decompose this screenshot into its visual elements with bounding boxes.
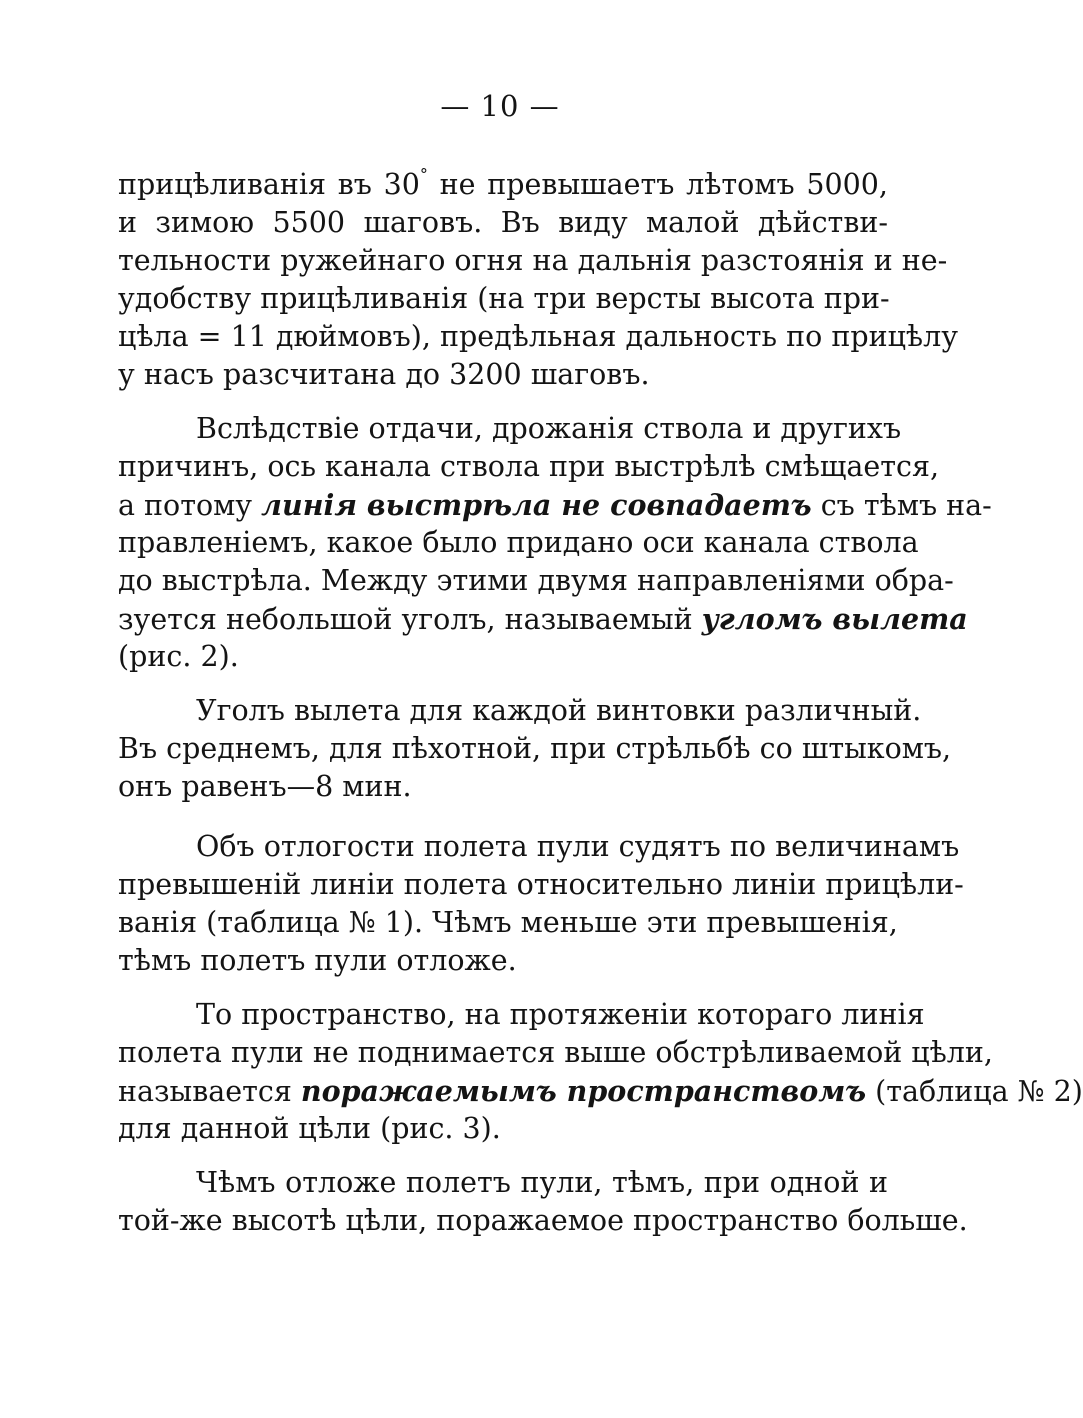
text-line: называется поражаемымъ пространствомъ (таблица № 2) (118, 1074, 1083, 1108)
emphasis-term: поражаемымъ пространствомъ (300, 1074, 867, 1108)
text-line: Вслѣдствіе отдачи, дрожанія ствола и другихъ (196, 412, 902, 445)
text-line: ванія (таблица № 1). Чѣмъ меньше эти превышенія, (118, 906, 898, 939)
text-line: той-же высотѣ цѣли, поражаемое пространство больше. (118, 1204, 968, 1237)
text-line: правленіемъ, какое было придано оси канала ствола (118, 526, 919, 559)
text-line: причинъ, ось канала ствола при выстрѣлѣ смѣщается, (118, 450, 940, 483)
text-line: до выстрѣла. Между этими двумя направленіями обра- (118, 564, 954, 597)
text-line: у насъ разсчитана до 3200 шаговъ. (118, 358, 650, 391)
text-line: и зимою 5500 шаговъ. Въ виду малой дѣйстви- (118, 206, 888, 239)
text-line: Въ среднемъ, для пѣхотной, при стрѣльбѣ со штыкомъ, (118, 732, 952, 765)
text-line: тельности ружейнаго огня на дальнія разстоянія и не- (118, 244, 948, 277)
text-line: зуется небольшой уголъ, называемый угломъ вылета (118, 602, 968, 636)
text-line: Уголъ вылета для каждой винтовки различный. (196, 694, 922, 727)
text-line: тѣмъ полетъ пули отложе. (118, 944, 517, 977)
emphasis-term: угломъ вылета (701, 602, 968, 636)
emphasis-term: линія выстрѣла не совпадаетъ (261, 488, 812, 522)
text-line: Объ отлогости полета пули судятъ по величинамъ (196, 830, 960, 863)
text-line: прицѣливанія въ 30° не превышаетъ лѣтомъ 5000, (118, 165, 888, 201)
text-line: полета пули не поднимается выше обстрѣливаемой цѣли, (118, 1036, 993, 1069)
text-line: для данной цѣли (рис. 3). (118, 1112, 501, 1145)
text-line: превышеній линіи полета относительно линіи прицѣли- (118, 868, 964, 901)
text-line: а потому линія выстрѣла не совпадаетъ съ тѣмъ на- (118, 488, 992, 522)
text-line: цѣла = 11 дюймовъ), предѣльная дальность по прицѣлу (118, 320, 958, 353)
text-line: удобству прицѣливанія (на три версты высота при- (118, 282, 890, 315)
text-line: (рис. 2). (118, 640, 239, 673)
text-line: То пространство, на протяженіи котораго линія (196, 998, 925, 1031)
text-line: онъ равенъ—8 мин. (118, 770, 412, 803)
page-number: — 10 — (440, 89, 560, 123)
text-line: Чѣмъ отложе полетъ пули, тѣмъ, при одной и (196, 1166, 888, 1199)
degree-sign: ° (419, 165, 428, 184)
